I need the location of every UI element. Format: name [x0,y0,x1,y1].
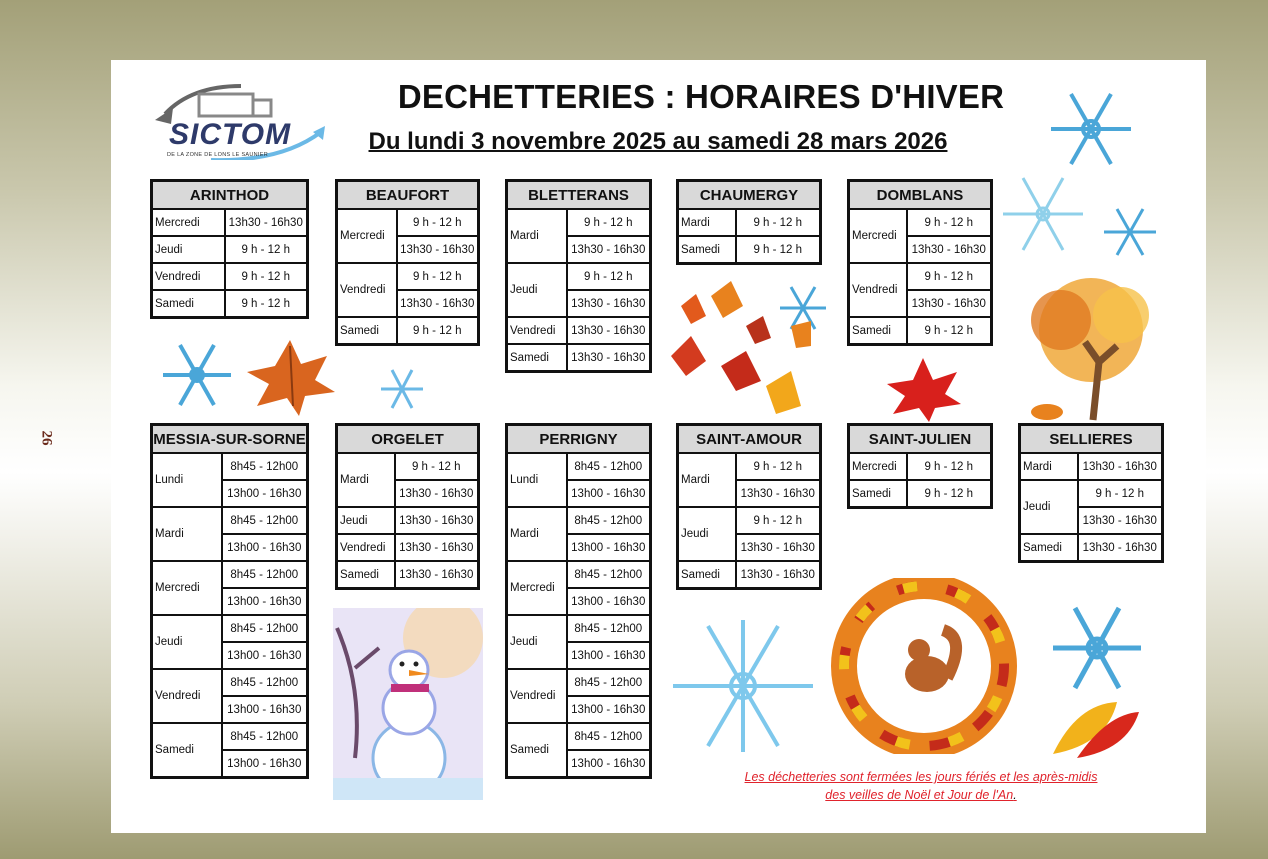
autumn-tree-icon [981,270,1171,426]
time-slot: 13h30 - 16h30 [397,290,479,317]
time-slot: 8h45 - 12h00 [567,615,651,642]
site-name: MESSIA-SUR-SORNE [152,425,308,454]
snowflake-icon [1099,204,1161,260]
day-label: Mercredi [849,209,907,263]
time-slot: 8h45 - 12h00 [567,561,651,588]
site-name: SAINT-JULIEN [849,425,992,454]
time-slot: 13h30 - 16h30 [397,236,479,263]
day-label: Mardi [1020,453,1078,480]
time-slot: 9 h - 12 h [907,480,992,508]
notice-end: . [1013,788,1017,802]
day-label: Mercredi [337,209,397,263]
site-name: BLETTERANS [507,181,651,210]
time-slot: 13h30 - 16h30 [1078,453,1163,480]
day-label: Vendredi [152,669,222,723]
time-slot: 9 h - 12 h [1078,480,1163,507]
time-slot: 13h00 - 16h30 [222,642,308,669]
day-label: Samedi [507,723,567,778]
day-label: Vendredi [507,317,567,344]
day-label: Mardi [678,209,736,236]
snowflake-icon [663,616,823,756]
time-slot: 13h00 - 16h30 [567,534,651,561]
logo-subtitle: DE LA ZONE DE LONS LE SAUNIER [167,152,269,158]
day-label: Jeudi [337,507,395,534]
autumn-leaf-icon [243,336,338,418]
time-slot: 9 h - 12 h [567,263,651,290]
falling-leaves-icon [651,266,821,426]
day-label: Samedi [678,561,736,589]
day-label: Mercredi [152,209,225,236]
site-name: PERRIGNY [507,425,651,454]
day-label: Vendredi [337,534,395,561]
time-slot: 13h30 - 16h30 [1078,507,1163,534]
schedule-table-messia-sur-sorne [150,423,309,779]
time-slot: 13h30 - 16h30 [907,236,992,263]
time-slot: 9 h - 12 h [736,507,821,534]
day-label: Mardi [507,507,567,561]
time-slot: 13h00 - 16h30 [222,588,308,615]
schedule-table-perrigny [505,423,652,779]
time-slot: 13h30 - 16h30 [225,209,308,236]
day-label: Samedi [152,290,225,318]
time-slot: 13h30 - 16h30 [736,561,821,589]
logo-wordmark: SICTOM [169,118,292,151]
schedule-table-saint-amour [676,423,822,590]
day-label: Samedi [507,344,567,372]
time-slot: 9 h - 12 h [397,317,479,345]
day-label: Vendredi [507,669,567,723]
snowflake-icon [157,340,237,410]
schedule-table-sellieres [1018,423,1164,563]
day-label: Vendredi [849,263,907,317]
time-slot: 13h00 - 16h30 [567,750,651,778]
time-slot: 9 h - 12 h [397,209,479,236]
day-label: Jeudi [152,615,222,669]
time-slot: 13h30 - 16h30 [395,534,479,561]
time-slot: 13h00 - 16h30 [567,696,651,723]
schedule-table-saint-julien [847,423,993,509]
time-slot: 13h30 - 16h30 [567,290,651,317]
snowflake-icon [996,172,1091,257]
day-label: Jeudi [1020,480,1078,534]
autumn-leaves-icon [1047,694,1141,764]
time-slot: 13h00 - 16h30 [567,480,651,507]
time-slot: 13h00 - 16h30 [567,588,651,615]
time-slot: 8h45 - 12h00 [567,669,651,696]
day-label: Mercredi [152,561,222,615]
snowflake-icon [1045,600,1149,696]
page-subtitle: Du lundi 3 novembre 2025 au samedi 28 mars 2026 [368,128,948,155]
schedule-table-chaumergy [676,179,822,265]
day-label: Lundi [152,453,222,507]
time-slot: 13h30 - 16h30 [395,480,479,507]
day-label: Lundi [507,453,567,507]
time-slot: 9 h - 12 h [397,263,479,290]
time-slot: 8h45 - 12h00 [222,723,308,750]
time-slot: 13h30 - 16h30 [736,534,821,561]
squirrel-leaf-wreath-icon [827,578,1021,754]
day-label: Mardi [507,209,567,263]
day-label: Mardi [152,507,222,561]
time-slot: 9 h - 12 h [395,453,479,480]
notice-line-2 [681,786,1161,804]
time-slot: 13h00 - 16h30 [222,750,308,778]
schedule-table-orgelet [335,423,480,590]
time-slot: 13h30 - 16h30 [907,290,992,317]
time-slot: 8h45 - 12h00 [567,507,651,534]
time-slot: 8h45 - 12h00 [222,615,308,642]
time-slot: 8h45 - 12h00 [222,453,308,480]
day-label: Samedi [152,723,222,778]
site-name: ARINTHOD [152,181,308,210]
time-slot: 9 h - 12 h [907,317,992,345]
time-slot: 9 h - 12 h [736,209,821,236]
day-label: Mardi [678,453,736,507]
site-name: DOMBLANS [849,181,992,210]
day-label: Samedi [337,561,395,589]
schedule-table-domblans [847,179,993,346]
time-slot: 8h45 - 12h00 [567,723,651,750]
day-label: Samedi [337,317,397,345]
time-slot: 8h45 - 12h00 [222,507,308,534]
day-label: Samedi [849,317,907,345]
day-label: Jeudi [152,236,225,263]
time-slot: 13h00 - 16h30 [222,534,308,561]
page-title: DECHETTERIES : HORAIRES D'HIVER [397,78,1005,115]
snowflake-icon [377,366,427,412]
page-number: 26 [38,430,55,446]
site-name: BEAUFORT [337,181,479,210]
snowman-illustration [333,608,483,800]
day-label: Mardi [337,453,395,507]
red-maple-leaf-icon [883,356,963,422]
time-slot: 8h45 - 12h00 [222,561,308,588]
day-label: Jeudi [678,507,736,561]
time-slot: 9 h - 12 h [907,263,992,290]
time-slot: 13h30 - 16h30 [736,480,821,507]
day-label: Samedi [678,236,736,264]
time-slot: 9 h - 12 h [736,236,821,264]
schedule-table-beaufort [335,179,480,346]
time-slot: 13h30 - 16h30 [1078,534,1163,562]
time-slot: 8h45 - 12h00 [567,453,651,480]
time-slot: 9 h - 12 h [225,290,308,318]
site-name: ORGELET [337,425,479,454]
time-slot: 9 h - 12 h [736,453,821,480]
site-name: SAINT-AMOUR [678,425,821,454]
day-label: Jeudi [507,615,567,669]
day-label: Mercredi [507,561,567,615]
notice-line-1: Les déchetteries sont fermées les jours fériés et les après-midis [744,770,1098,784]
day-label: Vendredi [337,263,397,317]
time-slot: 13h30 - 16h30 [395,507,479,534]
time-slot: 13h00 - 16h30 [222,480,308,507]
site-name: SELLIERES [1020,425,1163,454]
time-slot: 13h00 - 16h30 [222,696,308,723]
time-slot: 13h30 - 16h30 [567,344,651,372]
day-label: Samedi [1020,534,1078,562]
schedule-sheet [111,60,1206,833]
time-slot: 9 h - 12 h [225,263,308,290]
closure-notice [681,768,1161,804]
day-label: Samedi [849,480,907,508]
schedule-table-bletterans [505,179,652,373]
time-slot: 13h30 - 16h30 [567,236,651,263]
site-name: CHAUMERGY [678,181,821,210]
time-slot: 9 h - 12 h [225,236,308,263]
time-slot: 13h00 - 16h30 [567,642,651,669]
snowflake-icon [1041,84,1141,174]
time-slot: 13h30 - 16h30 [395,561,479,589]
time-slot: 13h30 - 16h30 [567,317,651,344]
time-slot: 8h45 - 12h00 [222,669,308,696]
day-label: Mercredi [849,453,907,480]
time-slot: 9 h - 12 h [567,209,651,236]
notice-line-2-text: des veilles de Noël et Jour de l'An [825,788,1014,802]
day-label: Vendredi [152,263,225,290]
time-slot: 9 h - 12 h [907,453,992,480]
time-slot: 9 h - 12 h [907,209,992,236]
sictom-logo [151,80,331,160]
day-label: Jeudi [507,263,567,317]
schedule-table-arinthod [150,179,309,319]
